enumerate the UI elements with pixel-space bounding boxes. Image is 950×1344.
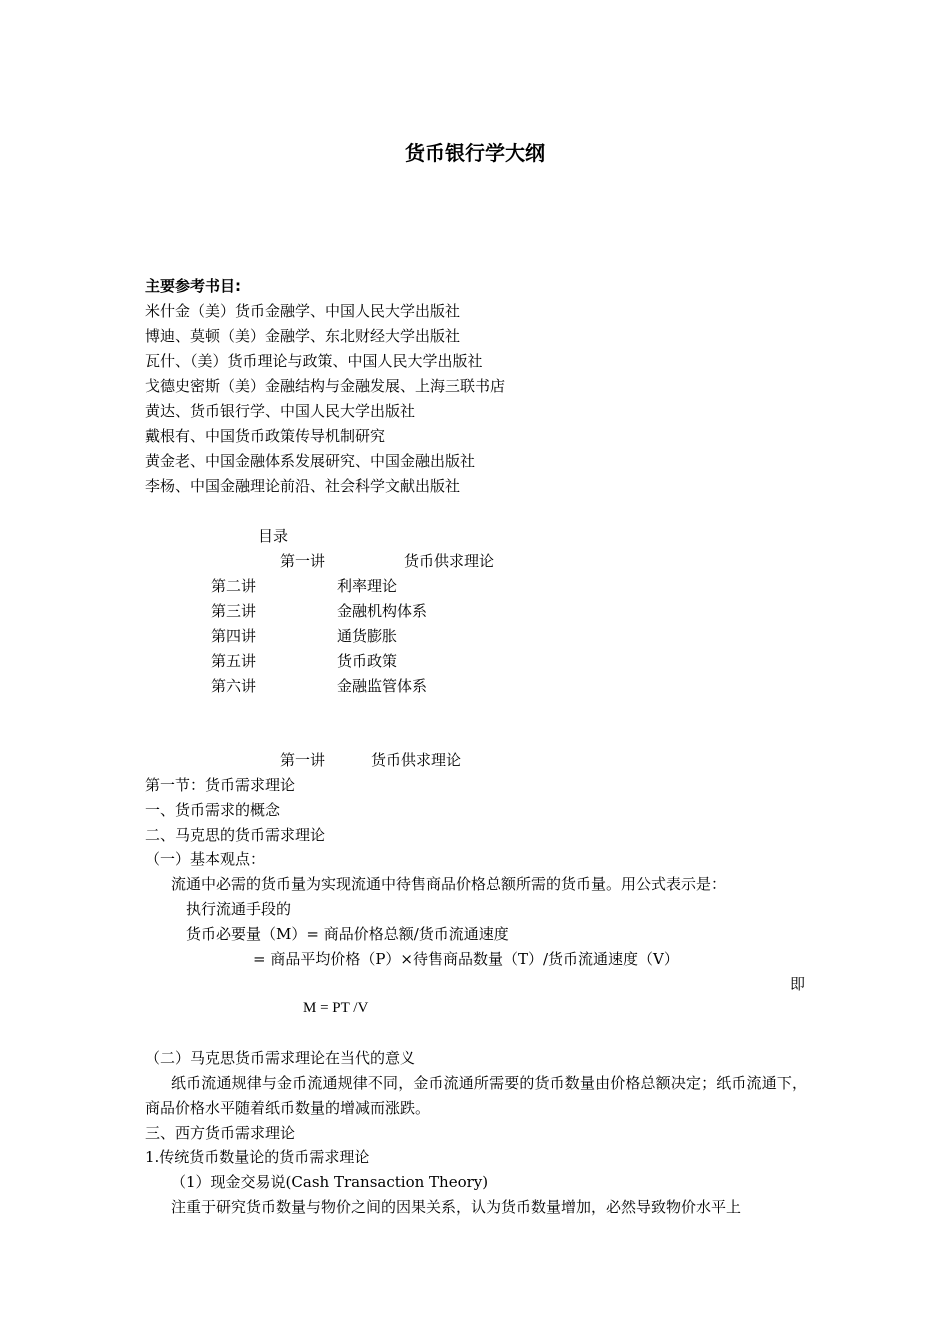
toc-entry-number: 第三讲 — [211, 602, 257, 620]
subitem-heading: （1）现金交易说(Cash Transaction Theory) — [171, 1173, 489, 1191]
reference-item: 瓦什、（美）货币理论与政策、中国人民大学出版社 — [145, 352, 483, 370]
paragraph: 流通中必需的货币量为实现流通中待售商品价格总额所需的货币量。用公式表示是： — [171, 875, 727, 893]
item-heading: 二、马克思的货币需求理论 — [145, 826, 326, 844]
toc-entry-number: 第五讲 — [211, 652, 257, 670]
toc-entry-number: 第一讲 — [280, 552, 326, 570]
formula-line: = 商品平均价格（P）×待售商品数量（T）/货币流通速度（V） — [253, 950, 679, 968]
toc-entry-title: 金融监管体系 — [337, 677, 428, 695]
reference-item: 戴根有、中国货币政策传导机制研究 — [145, 427, 386, 445]
paragraph: 纸币流通规律与金币流通规律不同，金币流通所需要的货币数量由价格总额决定；纸币流通下，商品价格水平随着纸币数量的增减而涨跌。 — [145, 1074, 807, 1117]
reference-item: 博迪、莫顿（美）金融学、东北财经大学出版社 — [145, 327, 461, 345]
toc-entry-title: 货币供求理论 — [404, 552, 495, 570]
item-heading: 三、西方货币需求理论 — [145, 1124, 296, 1142]
formula: M = PT /V — [303, 1000, 369, 1016]
reference-item: 米什金（美）货币金融学、中国人民大学出版社 — [145, 302, 461, 320]
formula-connector: 即 — [790, 975, 806, 993]
reference-item: 戈德史密斯（美）金融结构与金融发展、上海三联书店 — [145, 377, 506, 395]
lecture-number: 第一讲 — [280, 751, 326, 769]
toc-entry-title: 金融机构体系 — [337, 602, 428, 620]
toc-entry-title: 货币政策 — [337, 652, 398, 670]
reference-item: 黄金老、中国金融体系发展研究、中国金融出版社 — [145, 452, 476, 470]
item-heading: 1.传统货币数量论的货币需求理论 — [145, 1148, 370, 1166]
formula-line: 执行流通手段的 — [186, 900, 292, 918]
subitem-heading: （二）马克思货币需求理论在当代的意义 — [145, 1049, 416, 1067]
document-title: 货币银行学大纲 — [405, 141, 545, 165]
section-heading: 第一节：货币需求理论 — [145, 776, 296, 794]
reference-item: 黄达、货币银行学、中国人民大学出版社 — [145, 402, 416, 420]
item-heading: 一、货币需求的概念 — [145, 801, 281, 819]
toc-entry-title: 利率理论 — [337, 577, 398, 595]
formula-line: 货币必要量（M）= 商品价格总额/货币流通速度 — [186, 925, 509, 943]
toc-entry-number: 第六讲 — [211, 677, 257, 695]
reference-item: 李杨、中国金融理论前沿、社会科学文献出版社 — [145, 477, 461, 495]
toc-heading: 目录 — [258, 527, 289, 545]
toc-entry-number: 第二讲 — [211, 577, 257, 595]
references-heading: 主要参考书目: — [145, 277, 241, 295]
lecture-title: 货币供求理论 — [371, 751, 462, 769]
paragraph: 注重于研究货币数量与物价之间的因果关系，认为货币数量增加，必然导致物价水平上 — [171, 1198, 742, 1216]
subitem-heading: （一）基本观点： — [145, 850, 266, 868]
toc-entry-number: 第四讲 — [211, 627, 257, 645]
toc-entry-title: 通货膨胀 — [337, 627, 398, 645]
